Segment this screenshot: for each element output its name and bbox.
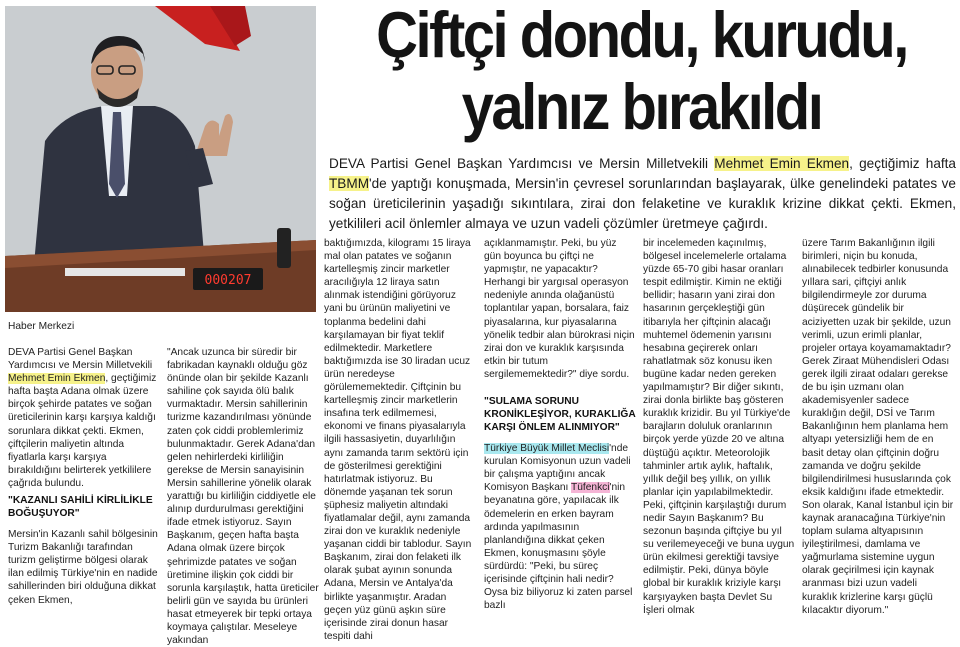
lead-paragraph: [329, 154, 956, 234]
text: 'nin beyanatına göre, yapılacak ilk ödemelerin en erken bayram ardında yapılmasının planlandığına dikkat çeken Ekmen, konuşmasını şöyle sürdürdü: "Peki, bu süreç içerisinde çiftçinin hali nedir? Oysa biz biliyoruz ki zaten parsel bazlı: [484, 482, 633, 612]
article-column-4: [484, 237, 636, 612]
article-column-2: [167, 346, 319, 647]
paragraph: açıklanmamıştır. Peki, bu yüz gün boyunca bu çiftçi ne yapmıştır, ne yapacaktır? Herhangi bir yargısal operasyon nedeniyle anında olağanüstü toplantılar yapan, borsalara, faiz piyasalarına, kur piyasalarına yönelik tedbir alan bürokrasi niçin zirai don ve kuraklık karşısında etkin bir tutum sergilememektedir?" diye sordu.: [484, 238, 635, 380]
article-photo: [5, 6, 316, 312]
article-column-1: [8, 346, 160, 607]
highlight-tbmm: TBMM: [329, 176, 370, 191]
highlight-name: Mehmet Emin Ekmen: [714, 156, 850, 171]
paragraph: Mersin'in Kazanlı sahil bölgesinin Turizm Bakanlığı tarafından turizm geliştirme bölgesi olarak ilan edilmiş Türkiye'nin en nadide sahillerinden biri olduğuna dikkat çeken Ekmen,: [8, 529, 158, 606]
headline: [328, 0, 955, 143]
paragraph: [8, 346, 160, 490]
subheading: "SULAMA SORUNU KRONİKLEŞİYOR, KURAKLIĞA KARŞI ÖNLEM ALINMIYOR": [484, 396, 636, 434]
headline-line-1: Çiftçi dondu, kurudu,: [376, 0, 907, 72]
paragraph: [484, 442, 636, 612]
highlight-tufenkci: Tüfenkci: [571, 482, 610, 494]
paragraph: baktığımızda, kilogramı 15 liraya mal olan patates ve soğanın kartelleşmiş zincir marketler aracılığıyla 12 liraya satın alınmak istendiğini görüyoruz yani bu ürünün maliyetini ve toplanma bedelini dahi karşılamayan bir fiyat teklif edilmektedir. Marketlere baktığımızda ise 30 liradan ucuz ürün neredeyse görülememektedir. Çiftçinin bu kartelleşmiş zincir marketlerin insafına terk edilmemesi, ekonomi ve finans piyasalarıyla ilgili hassasiyetin, duyarlılığın aynı zamanda tarım sektörü için de gösterilmesi gerektiğini hatırlatmak istiyoruz. Bu dönemde yaşanan tek sorun şüphesiz maliyetin altındaki fiyatlamalar değil, aynı zamanda zirai don ve kuraklık nedeniyle yaşanan ciddi bir tablodur. Sayın Başkanım, zirai don felaketi ilk olarak şubat ayının sonunda Adana, Mersin ve Antalya'da birlikte yaşanmıştır. Aradan geçen yüz günü aşkın süre içerisinde zirai donun hasar tespiti dahi: [324, 238, 472, 642]
timer-readout: 000207: [204, 273, 252, 288]
paragraph: bir incelemeden kaçınılmış, bölgesel incelemelerle ortalama yüzde 65-70 gibi hasar oranları tespit edilmiştir. Kimin ne ektiği bellidir; hasarın yani zirai don hasarının gerçekleştiği gün itibarıyla her çiftçinin alacağı muhtemel ödemenin yarısını hesabına geçirerek onları rahatlatmak söz konusu iken bugüne kadar neden gereken yapılmamıştır? Bir diğer sıkıntı, zirai donla birlikte baş gösteren kuraklık krizidir. Bu yıl Türkiye'de barajların doluluk oranlarının birçok yerde yüzde 20 ve altına düştüğü açıktır. Meteorolojik tahminler artık aylık, haftalık, yıllık değil beş yıllık, on yıllık planlar için yapılabilmektedir. Peki, çiftçinin karşılaştığı durum nedir Sayın Başkanım? Bu sezonun başında çiftçiye bu yıl su verilemeyeceği ve buna uygun ürün ekilmesi gerektiği tavsiye edilmiştir. Peki, dünya böyle global bir kuraklık kriziyle karşı karşıyayken başta Devlet Su İşleri olmak: [643, 238, 795, 616]
text: , geçtiğimiz hafta başta Adana olmak üzere birçok şehirde patates ve soğan üreticilerinin karşı karşıya kaldığı sorunlara dikkat çekti. Ekmen, çiftçilerin maliyetin altında fiyatlarla karşı karşıya bırakıldığını belirterek yetkililere çağrıda bulundu.: [8, 373, 157, 489]
lead-text: 'de yaptığı konuşmada, Mersin'in çevresel sorunlarından başlayarak, ülke genelindeki patates ve soğan üreticilerinin yaşadığı sıkıntılara, zirai don felaketine ve kuraklık krizine dikkat çekti. Ekmen, yetkilileri acil önlemler almaya ve uzun vadeli çözümler üretmeye çağırdı.: [329, 176, 956, 231]
text: 'nde kurulan Komisyonun uzun vadeli bir çalışma yaptığını ancak Komisyon Başkanı: [484, 443, 631, 494]
article-column-5: [643, 237, 795, 617]
lead-text: DEVA Partisi Genel Başkan Yardımcısı ve Mersin Milletvekili: [329, 156, 715, 171]
text: DEVA Partisi Genel Başkan Yardımcısı ve Mersin Milletvekili: [8, 347, 153, 372]
subheading: "KAZANLI SAHİLİ KİRLİLİKLE BOĞUŞUYOR": [8, 495, 153, 520]
byline: Haber Merkezi: [8, 321, 75, 332]
lead-text: , geçtiğimiz hafta: [849, 156, 956, 171]
highlight-name: Mehmet Emin Ekmen: [8, 373, 106, 385]
speaker-illustration: [5, 6, 316, 312]
highlight-meclis: Türkiye Büyük Millet Meclisi: [484, 443, 610, 455]
paragraph: üzere Tarım Bakanlığının ilgili birimleri, niçin bu konuda, alınabilecek tedbirler konusunda yıllara sari, çiftçiyi anlık bilgilendirmeyle zor duruma düşürecek gündelik bir aciziyetten uzak bir şekilde, uzun verimli, uzun erimli planlar, projeler ortaya koyamamaktadır? Gerek Ziraat Mühendisleri Odası gerek ilgili ziraat odaları gerekse de bu işin uzmanı olan akademisyenler sadece kuraklığın değil, DSİ ve Tarım Bakanlığının hem planlama hem altyapı yetersizliği hem de en basit detay olan çiftçinin doğru zamanda ve doğru şekilde bilgilendirilmesi hususlarında çok eksik kaldığını ifade etmektedir. Son olarak, Kanal İstanbul için bir kaynak aranacağına Türkiye'nin toplam sulama altyapısının iyileştirilmesi, damlama ve yağmurlama sistemine uygun olarak geçirilmesi için kaynak aranması bizi uzun vadeli kuraklık krizlerine karşı güçlü kılacaktır diyorum.": [802, 238, 954, 616]
article-column-6: [802, 237, 954, 617]
article-column-3: [324, 237, 476, 643]
paragraph: "Ancak uzunca bir süredir bir fabrikadan kaynaklı olduğu göz önünde olan bir şekilde Kazanlı sahiline çok sayıda ölü balık vurmaktadır. Mersin sahillerinin turizme kazandırılması yönünde zaten çok ciddi problemlerimiz bulunmaktadır. Gerek Adana'dan gelen nehirlerdeki kirliliğin gerekse de Mersin sanayisinin Mersin sahillerine yönelik olarak yarattığı bu kirliliğin ciddiyetle ele alınıp durdurulması gerektiğini ifade etmek istiyoruz. Sayın Başkanım, geçen hafta başta Adana olmak üzere birçok şehrimizde patates ve soğan üretimine ilişkin çok ciddi bir sorunla karşılaştık, hatta üreticiler belirli gün ve sayıda bu ürünleri hasat etmeyerek bir tepki ortaya koymaya çalıştılar. Meseleye yakından: [167, 347, 319, 647]
headline-line-2: yalnız bırakıldı: [461, 70, 822, 144]
